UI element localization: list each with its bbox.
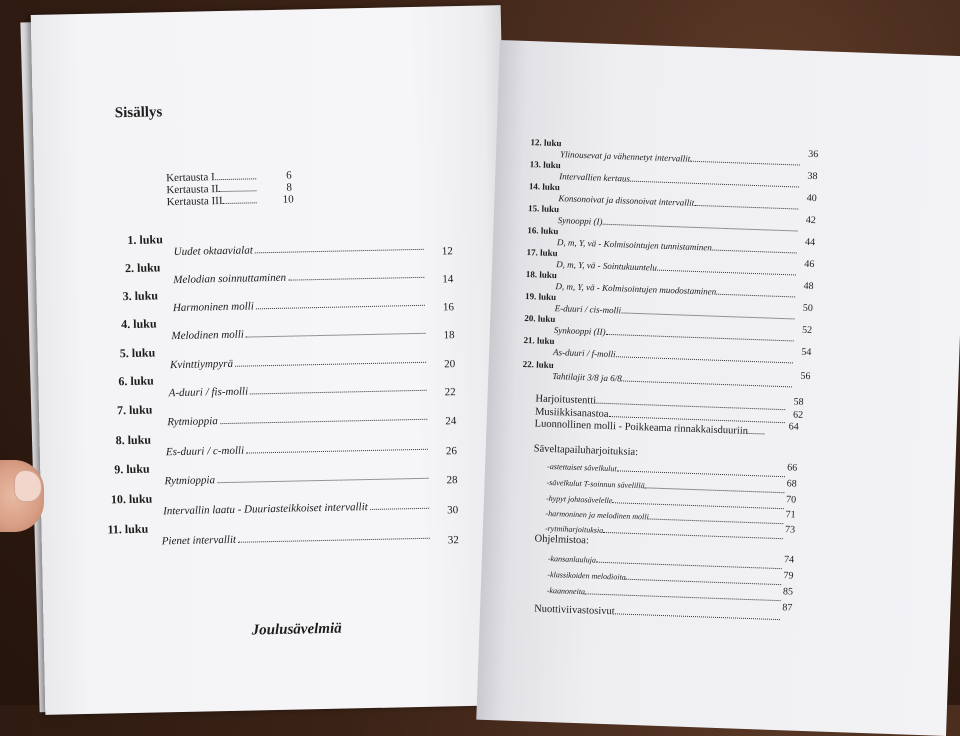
chapter-number: 5. luku [119, 345, 156, 361]
extra-entry-label: Harjoitustentti [535, 393, 597, 407]
chapter-number: 11. luku [107, 521, 149, 537]
chapter-number: 2. luku [124, 260, 161, 276]
chapter-entry [170, 354, 426, 371]
chapter-entry [557, 237, 797, 255]
chapter-entry-page: 32 [447, 534, 459, 547]
ear-training-entry-label: -rytmiharjoituksia [544, 523, 604, 535]
extra-entry-page: 58 [793, 396, 804, 408]
chapter-number: 9. luku [114, 461, 150, 477]
chapter-entry-page: 44 [804, 236, 816, 249]
review-entry [167, 194, 257, 208]
chapter-entry-label: Rytmioppia [167, 415, 218, 429]
review-entry-label: Kertausta II [166, 183, 219, 197]
chapter-entry-label: Harmoninen molli [172, 300, 254, 315]
chapter-number: 21. luku [523, 335, 555, 347]
review-entry-page: 6 [286, 169, 292, 182]
chapter-number: 22. luku [522, 358, 554, 371]
staff-pages-label: Nuottiviivastosivut [533, 603, 615, 618]
staff-pages [534, 604, 780, 624]
chapter-entry-label: Tahtilajit 3/8 ja 6/8 [552, 371, 622, 384]
repertoire-entry-leader [585, 593, 781, 601]
chapter-entry-leader [217, 478, 428, 483]
chapter-entry-label: As-duuri / f-molli [552, 347, 616, 360]
chapter-entry-page: 48 [803, 280, 814, 293]
chapter-number: 8. luku [115, 432, 152, 448]
chapter-entry-leader [716, 294, 795, 298]
ear-training-entry-leader [649, 518, 784, 524]
chapter-entry-label: Konsonoivat ja dissonoivat intervallit [558, 193, 695, 208]
chapter-entry-page: 42 [805, 214, 817, 227]
chapter-entry-page: 40 [806, 192, 817, 205]
repertoire-entry-leader [626, 579, 782, 585]
chapter-number: 1. luku [127, 232, 163, 248]
chapter-entry-label: Intervallien kertaus [559, 171, 631, 184]
chapter-entry-label: A-duuri / fis-molli [168, 385, 249, 400]
review-entry-page: 10 [282, 193, 294, 206]
repertoire-entry [547, 586, 781, 603]
extra-entry-page: 62 [792, 409, 804, 421]
chapter-entry-label: Ylinousevat ja vähennetyt intervallit [559, 149, 691, 164]
chapter-number: 10. luku [110, 491, 153, 507]
chapter-entry-page: 12 [441, 245, 453, 258]
ear-training-heading: Säveltapailuharjoituksia: [533, 443, 639, 459]
chapter-entry [166, 441, 428, 458]
ear-training-entry-leader [617, 470, 785, 477]
repertoire-heading: Ohjelmistoa: [534, 533, 590, 547]
toc-title: Sisällys [114, 104, 163, 122]
chapter-entry-leader [246, 333, 426, 338]
chapter-number: 18. luku [525, 269, 558, 281]
extra-entry-label: Musiikkisanastoa [534, 406, 609, 421]
chapter-entry-leader [690, 161, 800, 166]
chapter-entry-page: 20 [444, 358, 456, 371]
repertoire-entry [547, 570, 781, 587]
chapter-entry-page: 16 [442, 301, 455, 314]
chapter-entry-leader [256, 305, 425, 310]
chapter-entry [169, 382, 427, 399]
chapter-entry-leader [630, 181, 799, 188]
chapter-entry-label: D, m, Y, vä - Kolmisointujen muodostaminen [555, 281, 717, 297]
chapter-entry-leader [250, 390, 427, 395]
chapter-entry [553, 347, 793, 365]
chapter-entry [162, 530, 430, 548]
ear-training-entry-page: 70 [785, 494, 797, 506]
christmas-songs-heading: Joulusävelmiä [251, 620, 342, 639]
ear-training-entry-label: -harmoninen ja melodinen molli [545, 508, 649, 522]
chapter-entry-leader [657, 270, 796, 276]
chapter-entry-page: 18 [443, 329, 455, 342]
chapter-number: 3. luku [122, 288, 159, 304]
chapter-entry [552, 371, 792, 389]
chapter-entry-leader [621, 312, 794, 319]
chapter-entry [174, 241, 424, 258]
chapter-entry-page: 38 [807, 170, 818, 183]
chapter-number: 19. luku [524, 291, 557, 303]
ear-training-entry-page: 73 [784, 524, 796, 536]
chapter-entry-label: Melodian soinnuttaminen [173, 271, 287, 287]
chapter-number: 6. luku [118, 373, 154, 389]
chapter-entry-label: Pienet intervallit [161, 533, 237, 548]
chapter-entry-page: 22 [444, 386, 456, 399]
chapter-entry [163, 500, 429, 518]
chapter-entry [555, 281, 795, 299]
chapter-entry-label: D, m, Y, vä - Sointukuuntelu [556, 259, 657, 273]
chapter-entry-label: Synooppi (I) [557, 215, 603, 227]
repertoire-entry [548, 554, 782, 571]
chapter-entry-page: 28 [446, 474, 458, 487]
ear-training-entry [546, 478, 784, 495]
chapter-entry [556, 259, 796, 277]
chapter-entry-label: Es-duuri / c-molli [165, 444, 245, 459]
ear-training-entry-label: -hypyt johtosävelelle [545, 493, 613, 506]
chapter-entry-leader [606, 334, 794, 342]
chapter-entry-leader [255, 249, 424, 254]
chapter-entry-page: 52 [801, 324, 813, 337]
chapter-entry-label: E-duuri / cis-molli [554, 303, 622, 316]
chapter-number: 17. luku [526, 247, 558, 259]
repertoire-entry-label: -kansanlauluja [547, 553, 597, 565]
review-entry-leader [223, 202, 257, 204]
chapter-entry-label: D, m, Y, vä - Kolmisointujen tunnistaminen [556, 237, 712, 253]
chapter-entry-page: 50 [802, 302, 814, 315]
extra-entry-leader [748, 433, 765, 435]
ear-training-entry-page: 71 [785, 509, 796, 521]
chapter-entry-leader [602, 224, 797, 232]
chapter-number: 7. luku [116, 402, 153, 418]
thumbnail [14, 470, 42, 502]
chapter-entry-page: 54 [801, 346, 812, 359]
chapter-number: 16. luku [527, 225, 559, 237]
chapter-entry-label: Rytmioppia [164, 474, 216, 488]
review-entry-label: Kertausta III [166, 195, 223, 209]
staff-pages-page: 87 [782, 602, 793, 614]
extra-entry-label: Luonnollinen molli - Poikkeama rinnakkaisduuriin [534, 418, 749, 437]
chapter-entry-leader [694, 205, 798, 210]
chapter-number: 13. luku [529, 159, 561, 171]
chapter-entry-label: Uudet oktaavialat [173, 244, 253, 259]
repertoire-entry-page: 85 [782, 586, 794, 598]
chapter-entry [558, 215, 798, 233]
chapter-entry [164, 470, 428, 488]
chapter-entry-page: 36 [808, 148, 819, 161]
ear-training-entry [546, 494, 784, 511]
chapter-entry [171, 325, 425, 342]
chapter-entry [555, 303, 795, 321]
extra-entry-page: 64 [788, 421, 799, 433]
chapter-entry-label: Melodinen molli [171, 328, 244, 343]
ear-training-entry-page: 66 [787, 462, 798, 474]
chapter-entry-page: 30 [447, 504, 459, 517]
chapter-number: 12. luku [530, 137, 562, 149]
repertoire-entry-label: -klassikoiden melodioita [547, 569, 626, 582]
review-entry-page: 8 [286, 181, 293, 194]
chapter-entry-leader [238, 538, 430, 543]
ear-training-entry [545, 509, 783, 526]
chapter-entry-page: 56 [800, 370, 811, 383]
repertoire-entry-label: -kaanoneita [546, 585, 586, 597]
review-entry-leader [219, 190, 257, 192]
chapter-number: 4. luku [121, 316, 157, 332]
ear-training-entry-leader [645, 487, 785, 493]
chapter-entry-page: 26 [445, 445, 458, 458]
chapter-entry-page: 46 [804, 258, 815, 271]
review-entry-leader [215, 178, 256, 180]
chapter-entry-leader [622, 380, 792, 387]
chapter-entry-label: Kvinttiympyrä [169, 357, 234, 372]
chapter-entry [559, 171, 799, 189]
chapter-number: 14. luku [528, 181, 561, 193]
chapter-entry [554, 325, 794, 343]
chapter-entry-label: Intervallin laatu - Duuriasteikkoiset intervallit [163, 501, 368, 518]
ear-training-entry-label: -astettaiset sävelkulut [546, 461, 617, 474]
chapter-number: 20. luku [524, 313, 556, 325]
chapter-entry-leader [288, 277, 424, 281]
ear-training-entry-page: 68 [786, 478, 797, 490]
right-chapter-list [500, 40, 960, 384]
chapter-entry [558, 193, 798, 211]
chapter-entry-leader [712, 250, 797, 254]
ear-training-entry-label: -sävelkulut T-soinnun sävelillä [546, 477, 645, 491]
repertoire-entry-leader [596, 562, 782, 569]
chapter-entry-leader [246, 449, 428, 454]
ear-training-entry-leader [603, 532, 783, 539]
repertoire-entry-page: 74 [783, 554, 795, 566]
chapter-entry [173, 269, 424, 286]
chapter-entry-leader [615, 356, 792, 363]
chapter-entry [167, 411, 427, 428]
ear-training-entry-leader [612, 502, 784, 509]
chapter-entry-leader [370, 508, 429, 510]
chapter-entry-leader [220, 419, 427, 424]
chapter-entry [173, 297, 425, 314]
left-page [31, 5, 516, 715]
chapter-entry-page: 24 [445, 415, 457, 428]
chapter-number: 15. luku [527, 203, 560, 215]
chapter-entry-label: Synkooppi (II) [553, 325, 606, 337]
chapter-entry-page: 14 [442, 273, 454, 286]
chapter-entry-leader [235, 362, 426, 367]
ear-training-entry [547, 462, 785, 479]
repertoire-entry-page: 79 [783, 570, 794, 582]
right-page [476, 40, 960, 736]
review-entry-label: Kertausta I [166, 171, 215, 185]
chapter-entry [560, 149, 800, 167]
staff-pages-leader [615, 613, 780, 620]
